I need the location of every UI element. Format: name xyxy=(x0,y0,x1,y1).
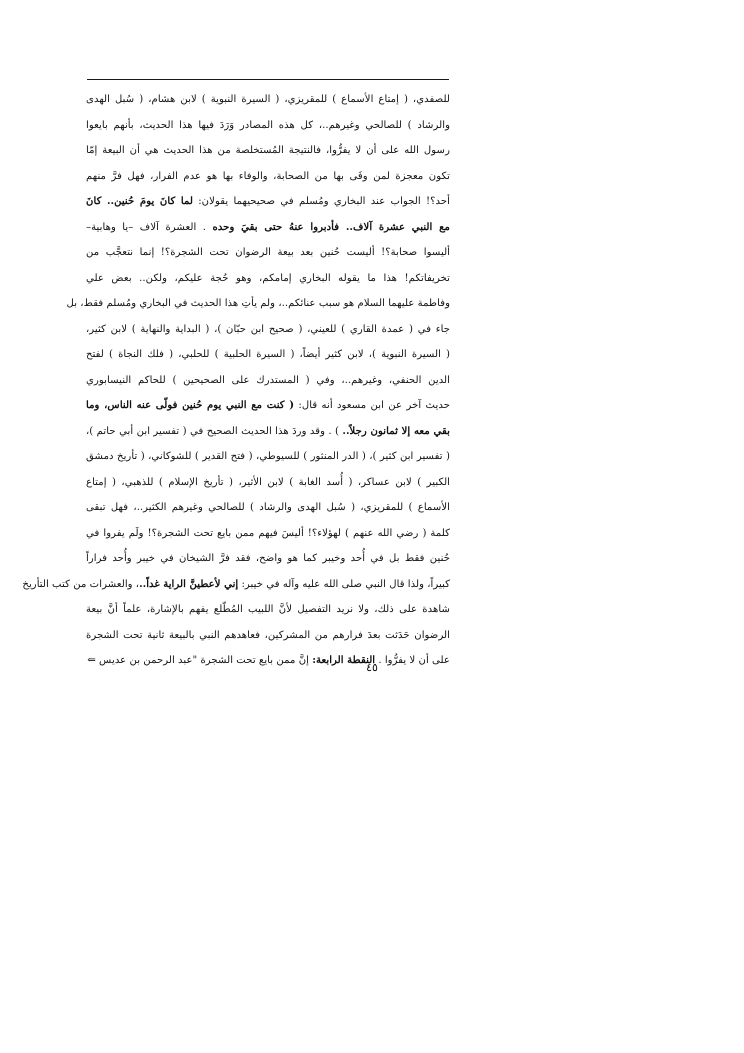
text-segment: ) . وقد وردَ هذا الحديث الصحيح في ( تفسير ابن أبي حاتم )، xyxy=(86,425,343,437)
text-segment: ، والعشرات من كتب التأريخ xyxy=(22,578,140,590)
text-segment: جاء في ( عمدة القاري ) للعيني، ( صحيح ابن حبّان )، ( البداية والنهاية ) لابن كثير، xyxy=(86,323,450,335)
text-line xyxy=(86,368,450,394)
text-line xyxy=(86,419,450,445)
page-number: ٤٥ xyxy=(366,661,378,674)
text-segment: الدين الحنفي، وغيرهم..، وفي ( المستدرك على الصحيحين ) للحاكم النيسابوري xyxy=(86,374,450,386)
text-segment: على أن لا يفرُّوا . xyxy=(375,655,450,666)
text-line xyxy=(86,138,450,164)
bold-text-segment: بقي معه إلا ثمانون رجلاً.. xyxy=(342,424,450,437)
text-line xyxy=(66,291,450,317)
footnote-separator-rule xyxy=(87,79,449,80)
text-line xyxy=(22,572,450,598)
text-line xyxy=(86,189,450,215)
text-line xyxy=(86,240,450,266)
text-line xyxy=(86,495,450,521)
text-segment: كبيراً، ولذا قال النبي صلى الله عليه وآله في خيبر: xyxy=(238,578,450,590)
text-segment: ( تفسير ابن كثير )، ( الدر المنثور ) للسيوطي، ( فتح القدير ) للشوكاني، ( تأريخ دمشق xyxy=(86,451,450,462)
text-line xyxy=(86,623,450,649)
text-line xyxy=(86,546,450,572)
text-line xyxy=(86,393,450,419)
text-line xyxy=(86,113,450,139)
text-segment: الكبير ) لابن عساكر، ( أُسد الغابة ) لابن الأثير، ( تأريخ الإسلام ) للذهبي، ( إمتاع xyxy=(86,476,450,488)
text-line xyxy=(86,317,450,343)
text-segment: تكون معجزة لمن وفَى بها من الصحابة، والوفاء بها هو عدم الفرار، فهل فرَّ منهم xyxy=(86,170,450,182)
text-segment: حديث آخر عن ابن مسعود أنه قال: xyxy=(294,400,450,411)
text-line xyxy=(86,342,450,368)
page-body-text xyxy=(22,87,451,674)
text-segment: وفاطمة عليهما السلام هو سبب عنائكم..، ولم يأتِ هذا الحديث في البخاري ومُسلم فقط، بل xyxy=(66,298,450,309)
text-line xyxy=(86,215,450,241)
text-line xyxy=(86,266,450,292)
bold-text-segment: لما كانَ يومَ حُنين.. كانَ xyxy=(86,195,193,207)
text-segment: رسول الله على أن لا يفرُّوا، فالنتيجة المُستخلصة من هذا الحديث هي أن البيعة إمّا xyxy=(86,145,450,156)
text-segment: ( السيرة النبوية )، لابن كثير أيضاً، ( السيرة الحلبية ) للحلبي، ( فلك النجاة ) لفتح xyxy=(86,349,450,360)
text-line xyxy=(86,164,450,190)
bold-text-segment: ( كنت مع النبي يوم حُنين فولّى عنه الناس، وما xyxy=(86,399,295,411)
text-segment: للصفدي، ( إمتاع الأسماع ) للمقريزي، ( السيرة النبوية ) لابن هشام، ( سُبل الهدى xyxy=(86,94,450,105)
text-line xyxy=(86,444,450,470)
bold-text-segment: مع النبي عشرة آلاف.. فأدبروا عنهُ حتى بقيَ وحده xyxy=(212,220,451,233)
text-segment: إنَّ ممن بايع تحت الشجرة "عبد الرحمن بن عديس ⇐ xyxy=(87,655,313,666)
text-segment: حُنين فقط بل في أُحد وخيبر كما هو واضح، فقد فرَّ الشيخان في خيبر وأُحد فراراً xyxy=(86,553,450,564)
text-line xyxy=(86,87,450,113)
text-segment: شاهدة على ذلك، ولا نريد التفصيل لأنَّ اللبيب المُطّلع يفهم بالإشارة، علماً أنَّ بيعة xyxy=(86,604,450,615)
text-line xyxy=(86,597,450,623)
text-line xyxy=(86,521,450,547)
bold-text-segment: النقطة الرابعة: xyxy=(312,654,376,666)
text-line xyxy=(86,470,450,496)
bold-text-segment: إني لأعطينَّ الراية غداً.. xyxy=(139,577,239,590)
text-segment: أحد؟! الجواب عند البخاري ومُسلم في صحيحيهما يقولان: xyxy=(192,196,450,207)
text-segment: . العشرة آلاف –يا وهابية– xyxy=(86,221,213,233)
text-segment: أليسوا صحابة؟! أليست حُنين بعد بيعة الرضوان تحت الشجرة؟! إنما نتعجَّب من xyxy=(86,247,450,258)
text-segment: تخريفاتكم! هذا ما يقوله البخاري إمامكم، وهو حُجة عليكم، ولكن.. بعض علي xyxy=(86,272,450,284)
text-segment: كلمة ( رضي الله عنهم ) لهؤلاء؟! أليسَ فيهم ممن بايع تحت الشجرة؟! ولَم يفروا في xyxy=(86,527,450,539)
text-segment: الأسماع ) للمقريزي، ( سُبل الهدى والرشاد ) للصالحي وغيرهم الكثير..، فهل تبقى xyxy=(86,502,450,513)
text-segment: والرشاد ) للصالحي وغيرهم..، كل هذه المصادر وَرَدَ فيها هذا الحديث، بأنهم بايعوا xyxy=(86,119,450,131)
text-segment: الرضوان حَدَثت بعدَ فرارهم من المشركين، فعاهدهم النبي بالبيعة ثانية تحت الشجرة xyxy=(86,629,450,641)
